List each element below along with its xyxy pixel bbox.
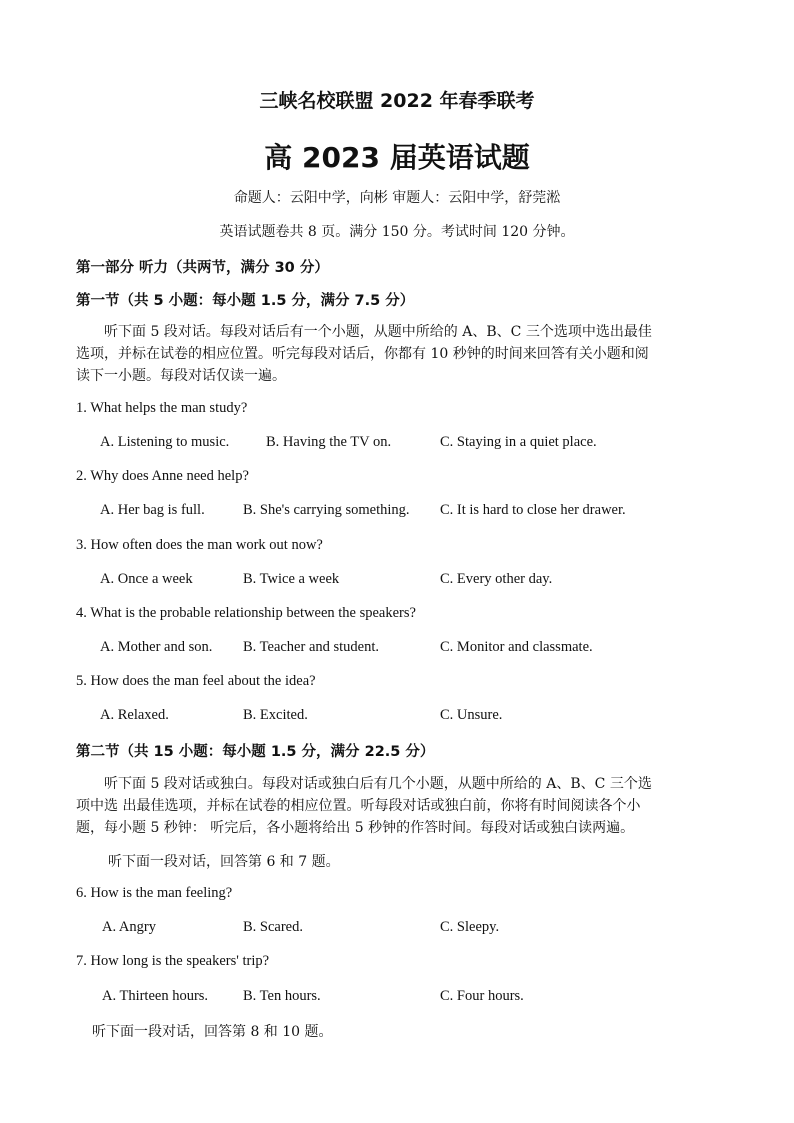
q2-option-a: A. Her bag is full.: [100, 502, 205, 518]
instruction-line: 听下面 5 段对话。每段对话后有一个小题，从题中所给的 A、B、C 三个选项中选出最佳: [104, 324, 652, 340]
q6-option-a: A. Angry: [102, 919, 156, 935]
exam-info-line: 英语试题卷共 8 页。满分 150 分。考试时间 120 分钟。: [219, 224, 575, 240]
question-4: 4. What is the probable relationship between the speakers?: [76, 605, 416, 621]
instruction-line: 选项，并标在试卷的相应位置。听完每段对话后，你都有 10 秒钟的时间来回答有关小题和阅: [76, 346, 649, 362]
q1-option-c: C. Staying in a quiet place.: [440, 434, 597, 450]
lead-questions-8-10: 听下面一段对话，回答第 8 和 10 题。: [92, 1024, 333, 1040]
lead-questions-6-7: 听下面一段对话，回答第 6 和 7 题。: [108, 854, 340, 870]
q2-option-c: C. It is hard to close her drawer.: [440, 502, 626, 518]
question-3: 3. How often does the man work out now?: [76, 537, 323, 553]
exam-title: 高 2023 届英语试题: [264, 141, 530, 174]
instruction-line: 题，每小题 5 秒钟： 听完后，各小题将给出 5 秒钟的作答时间。每段对话或独白读两遍。: [76, 820, 635, 836]
instruction-line: 听下面 5 段对话或独白。每段对话或独白后有几个小题，从题中所给的 A、B、C 三个选: [104, 776, 652, 792]
q5-option-c: C. Unsure.: [440, 707, 503, 723]
question-7: 7. How long is the speakers' trip?: [76, 953, 270, 969]
q1-option-a: A. Listening to music.: [100, 434, 230, 450]
q6-option-c: C. Sleepy.: [440, 919, 500, 935]
q5-option-b: B. Excited.: [243, 707, 308, 723]
section2-heading: 第二节（共 15 小题：每小题 1.5 分，满分 22.5 分）: [76, 744, 435, 760]
authors-line: 命题人：云阳中学，向彬 审题人：云阳中学，舒莞淞: [233, 190, 561, 206]
question-1: 1. What helps the man study?: [76, 400, 248, 416]
instruction-line: 读下一小题。每段对话仅读一遍。: [76, 368, 286, 384]
section1-heading: 第一节（共 5 小题：每小题 1.5 分，满分 7.5 分）: [76, 293, 415, 309]
q4-option-b: B. Teacher and student.: [243, 639, 380, 655]
q3-option-b: B. Twice a week: [243, 571, 340, 587]
instruction-line: 项中选 出最佳选项，并标在试卷的相应位置。听每段对话或独白前，你将有时间阅读各个小: [76, 798, 641, 814]
q7-option-a: A. Thirteen hours.: [102, 988, 209, 1004]
part1-heading: 第一部分 听力（共两节，满分 30 分）: [76, 260, 329, 276]
question-5: 5. How does the man feel about the idea?: [76, 673, 316, 689]
question-6: 6. How is the man feeling?: [76, 885, 233, 901]
section2-instructions: [76, 773, 720, 839]
q3-option-c: C. Every other day.: [440, 571, 553, 587]
q6-option-b: B. Scared.: [243, 919, 303, 935]
question-2: 2. Why does Anne need help?: [76, 468, 249, 484]
school-alliance-line: 三峡名校联盟 2022 年春季联考: [259, 90, 535, 112]
q7-option-b: B. Ten hours.: [243, 988, 321, 1004]
q2-option-b: B. She's carrying something.: [243, 502, 410, 518]
q4-option-a: A. Mother and son.: [100, 639, 213, 655]
section1-instructions: [76, 321, 720, 387]
q1-option-b: B. Having the TV on.: [266, 434, 392, 450]
q4-option-c: C. Monitor and classmate.: [440, 639, 593, 655]
q7-option-c: C. Four hours.: [440, 988, 524, 1004]
q5-option-a: A. Relaxed.: [100, 707, 169, 723]
q3-option-a: A. Once a week: [100, 571, 193, 587]
